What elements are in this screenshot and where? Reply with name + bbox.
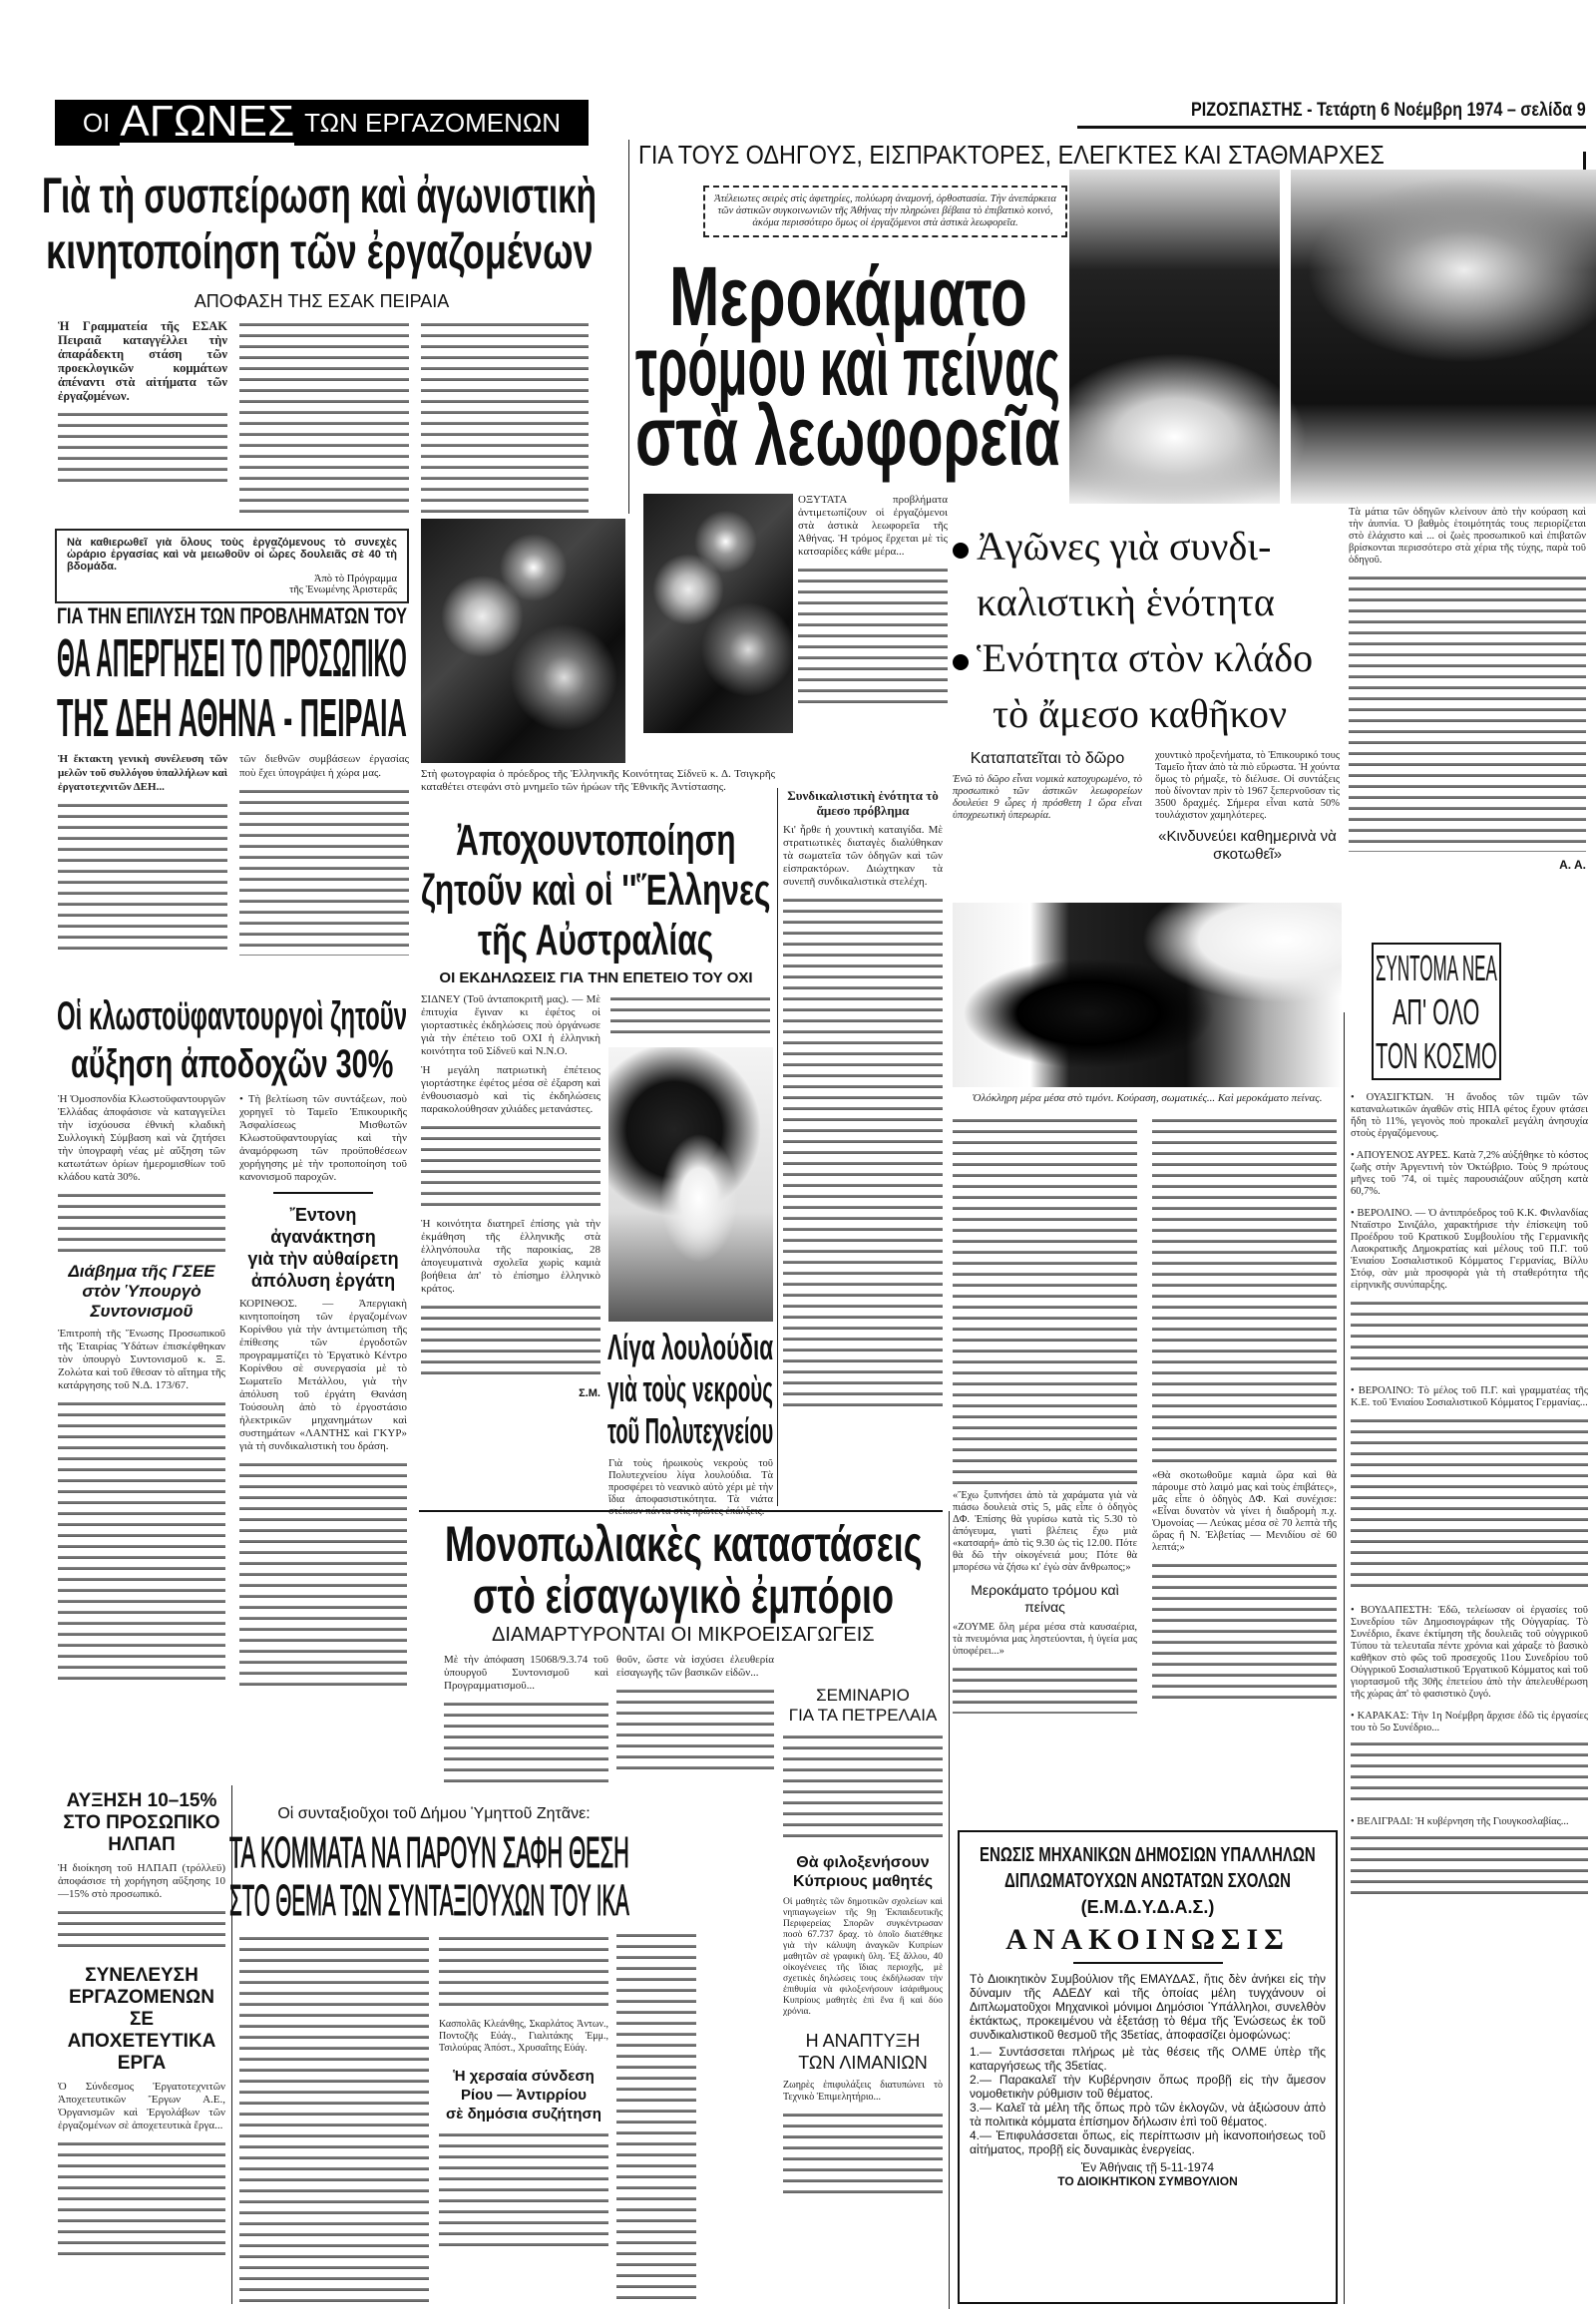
emdydas-point: 4.— Ἐπιφυλάσσεται ὅπως, εἰς περίπτωσιν μὴ ἱκανοποιήσεως τοῦ αἰτήματος, προβῇ εἰς δυναμικὰς ἐνεργείας. (970, 2128, 1326, 2156)
monopoly-body-text-3 (616, 1930, 696, 2299)
emdydas-title-2: ΔΙΠΛΩΜΑΤΟΥΧΩΝ ΑΝΩΤΑΤΩΝ ΣΧΟΛΩΝ (1003, 1870, 1291, 1892)
seminar-headline-line1: ΣΕΜΙΝΑΡΙΟ (816, 1686, 910, 1705)
dei-column-1 (58, 752, 227, 956)
driver-photo-caption: Ὁλόκληρη μέρα μέσα στὸ τιμόνι. Κούραση, σωματικές... Καὶ μεροκάματο πείνας. (972, 1092, 1323, 1104)
australia-body-2: Ἡ μεγάλη πατριωτικὴ ἐπέτειος γιορτάστηκε ἐφέτος μέσα σὲ ἐξαρση καὶ ἐνθουσιασμὸ καὶ τὶς ἐκδηλώσεις παρακολούθησαν χιλιάδες μετανάστες. (421, 1064, 600, 1115)
australia-headline-line3: τῆς Αὐστραλίας (478, 916, 714, 964)
program-quote-source-2: τῆς Ἑνωμένης Ἀριστερᾶς (289, 584, 397, 595)
australia-signature: Σ.Μ. (579, 1387, 600, 1399)
program-quote-source-1: Ἀπὸ τὸ Πρόγραμμα (313, 574, 397, 584)
seminar-headline-line2: ΓΙΑ ΤΑ ΠΕΤΡΕΛΑΙΑ (788, 1706, 938, 1725)
buses-col3-text (1152, 1115, 1337, 1464)
cyprus-headline-line1: Θὰ φιλοξενήσουν (796, 1854, 930, 1871)
buses-lower-body-text (953, 1115, 1137, 1484)
australia-body-1: ΣΙΔΝΕΥ (Τοῦ ἀνταποκριτῆ μας). — Μὲ ἐπιτυχία ἔγιναν κι ἐφέτος οἱ γιορταστικὲς ἐκδηλώσεις ποὺ ὀργάνωσε γιὰ τὴν ἐπέτειο τοῦ ΟΧΙ ἡ ἑλληνικὴ κοινότητα τοῦ Σίδνεϋ καὶ Ν.Ν.Ο. (421, 993, 600, 1057)
monopoly-headline (424, 1518, 943, 1622)
seminar-headline (783, 1686, 943, 1726)
emdydas-heading: ΑΝΑΚΟΙΝΩΣΙΣ (1005, 1923, 1290, 1956)
gsee-body-text (58, 1398, 225, 1688)
flowers-headline-line3: τοῦ Πολυτεχνείου (607, 1410, 774, 1451)
monopoly-column-1 (444, 1654, 608, 1794)
hlpap-body-text (58, 1907, 225, 1947)
bullet-heading-2b: τὸ ἄμεσο καθῆκον (993, 691, 1288, 736)
program-quote-source (67, 574, 397, 595)
divider (1073, 1962, 1223, 1964)
monopoly-column-2 (616, 1654, 774, 1781)
ports-headline-line2: ΤΩΝ ΛΙΜΑΝΙΩΝ (798, 2053, 928, 2073)
monopoly-headline-line2: στὸ εἰσαγωγικὸ ἐμπόριο (473, 1568, 895, 1624)
pensioners-headline (227, 1829, 631, 1925)
buses-bullets (953, 519, 1342, 742)
textile-column-1 (58, 1093, 225, 1694)
news-item-text (1351, 1738, 1588, 1808)
hlpap-headline: ΑΥΞΗΣΗ 10–15% ΣΤΟ ΠΡΟΣΩΠΙΚΟ ΗΛΠΑΠ (63, 1790, 220, 1855)
world-news-box (1372, 943, 1501, 1080)
sewage-body: Ὁ Σύνδεσμος Ἐργατοτεχνιτῶν Ἀποχετευτικῶν Ἔργων Α.Ε., Ὀργανισμῶν καὶ Ἐργολάβων τῶν ἐργαζομένων σὲ ἀποχετευτικὰ ἔργα... (58, 2081, 225, 2131)
korinthos-headline-line3: ἀπόλυση ἐργάτη (250, 1271, 396, 1291)
emdydas-point: 2.— Παρακαλεῖ τὴν Κυβέρνησιν ὅπως προβῇ εἰς τὴν ἄμεσον νομοθετικὴν ρύθμισιν τοῦ θέματος. (970, 2073, 1326, 2101)
news-item: • ΒΕΡΟΛΙΝΟ: Τὸ μέλος τοῦ Π.Γ. καὶ γραμματέας τῆς Κ.Ε. τοῦ Ἑνιαίου Σοσιαλιστικοῦ Κόμματος Γερμανίας... (1351, 1385, 1588, 1408)
wreath-photo (421, 519, 625, 763)
pensioners-headline-line2: ΣΤΟ ΘΕΜΑ ΤΩΝ ΣΥΝΤΑΞΙΟΥΧΩΝ ΤΟΥ ΙΚΑ (229, 1876, 629, 1925)
pensioners-body-col2 (439, 1933, 608, 2013)
world-news-box-line2: ΑΠ' ΟΛΟ (1393, 991, 1480, 1032)
bullet-heading-1a: Ἀγῶνες γιὰ συνδι- (977, 524, 1272, 569)
news-item-text (1351, 1298, 1588, 1377)
section-banner-pre: ΟΙ (82, 107, 111, 138)
driver-photo (643, 494, 793, 733)
flowers-body: Γιὰ τοὺς ἡρωικοὺς νεκροὺς τοῦ Πολυτεχνείου λίγα λουλούδια. Τὰ προσφέρει τὸ νεανικὸ αὐτὸ χέρι μὲ τὴν ἴδια ἀποφασιστικότητα. Τὰ νιάτα (608, 1458, 773, 1505)
sewage-body-text (58, 2138, 225, 2258)
buses-column-a (798, 494, 948, 710)
dei-headline-line1: ΘΑ ΑΠΕΡΓΗΣΕΙ ΤΟ ΠΡΟΣΩΠΙΚΟ (57, 628, 407, 688)
rio-body-text (439, 2129, 608, 2249)
flowers-headline-line2: γιὰ τοὺς νεκροὺς (607, 1368, 774, 1409)
buses-col3-text-b (1152, 1560, 1337, 1700)
bullet-heading-1 (953, 519, 1342, 575)
buses-headline-line1: Μεροκάματο (668, 249, 1027, 343)
monopoly-body-text-2 (616, 1686, 774, 1775)
australia-body-text-col2 (610, 993, 770, 1038)
korinthos-body: ΚΟΡΙΝΘΟΣ. — Ἀπεργιακὴ κινητοποίηση τῶν ἐργαζομένων Κορίνθου γιὰ τὴν ἀντιμετώπιση τῆς ἐπίθεσης τῶν ἐργοδοτῶν προγραμματίζει τὸ Ἐργατικὸ Κέντρο Κορίνθου σὲ συνεργασία μὲ τὸ Σωματεῖο Μετάλλου, γιὰ τὴν ἀπόλυση τοῦ ἐργάτη Θανάση Τούσουλη ἀπὸ τὸ ἐργοστάσιο ἠλεκτρικῶν μηχανημάτων καὶ συστημάτων «ΛΑΝΤΗΣ καὶ ΓΚΥΡ» γιὰ τὴ συνδικαλιστικὴ του δράση. (239, 1298, 407, 1452)
monopoly-body-text-1 (444, 1699, 608, 1788)
monopoly-body-1: Μὲ τὴν ἀπόφαση 15068/9.3.74 τοῦ ὑπουργοῦ Συντονισμοῦ καὶ Προγραμματισμοῦ... (444, 1654, 608, 1692)
flowers-headline (605, 1327, 775, 1452)
buses-section-title-text: ΓΙΑ ΤΟΥΣ ΟΔΗΓΟΥΣ, ΕΙΣΠΡΑΚΤΟΡΕΣ, ΕΛΕΓΚΤΕΣ ΚΑΙ ΣΤΑΘΜΑΡΧΕΣ (638, 140, 1385, 170)
sewage-headline: ΣΥΝΕΛΕΥΣΗ ΕΡΓΑΖΟΜΕΝΩΝ ΣΕ ΑΠΟΧΕΤΕΥΤΙΚΑ ΕΡΓΑ (67, 1965, 216, 2074)
textile-headline-line1: Οἱ κλωστοϋφαντουργοὶ ζητοῦν (57, 994, 408, 1038)
rio-headline (439, 2067, 608, 2123)
dei-column-2 (239, 752, 409, 962)
australia-column-1 (421, 993, 600, 1405)
esak-subtitle: ΑΠΟΦΑΣΗ ΤΗΣ ΕΣΑΚ ΠΕΙΡΑΙΑ (194, 291, 450, 311)
flowers-photo (608, 1047, 773, 1322)
buses-wage-body-text (953, 1664, 1137, 1714)
emdydas-intro: Τὸ Διοικητικὸν Συμβούλιον τῆς ΕΜΑΥΔΑΣ, ἥτις δὲν ἀνήκει εἰς τὴν δύναμιν τῆς ΑΔΕΔΥ καὶ τῆς ὁποίας μέλη τυγχάνουν οἱ Διπλωματοῦχοι Μηχανικοὶ μόνιμοι Δημόσιοι Ὑπάλληλοι, συνελθὸν ἐκτάκτως, προκειμένου νὰ ἐξετάσῃ τὸ θέμα τῆς Ἑνώσεως ἐκ τοῦ συνδικαλιστικοῦ θεσμοῦ τῆς 35ετίας, ἀποφασίζει ὁμοφώνως: (970, 1972, 1326, 2042)
esak-body: Ἡ Γραμματεία τῆς ΕΣΑΚ Πειραιᾶ καταγγέλλει τὴν ἀπαράδεκτη στάση τῶν προεκλογικῶν κομμάτων ἀπέναντι στὰ αἰτήματα τῶν ἐργαζομένων. (58, 319, 227, 403)
buses-right-body: Τὰ μάτια τῶν ὁδηγῶν κλείνουν ἀπὸ τὴν κούραση καὶ τὴν ἀυπνία. Ὁ βαθμὸς ἑτοιμότητάς τους περιορίζεται στὸ ἐλάχιστο καὶ ... οἱ ζωὲς προσωπικοῦ καὶ ἐπιβατῶν βρίσκονται περισσότερο στὰ χέρια τῆς τύχης, παρὰ τοῦ ὁδηγοῦ. (1349, 507, 1586, 566)
esak-body-text-col3 (421, 319, 589, 514)
buses-pension-body: χουντικὸ προξενήματα, τὸ Ἐπικουρικό τους Ταμεῖο ἦταν ἀπὸ τὰ πιὸ εὔρωστα. Ἡ χούντα ὅμως τὸ ρήμαξε, τὸ διέλυσε. Οἱ συντάξεις ποὺ δίνονταν πρὶν τὸ 1967 ξεπερνοῦσαν τὶς 3500 δραχμές. Σήμερα εἶναι κατὰ 50% τουλάχιστον χαμηλότερες. (1155, 750, 1340, 821)
buses-mid-body-text (783, 895, 943, 1413)
paper-dateline (1077, 100, 1586, 122)
australia-headline-line1: Ἀποχουντοποίηση (456, 816, 736, 865)
monopoly-body-2: θοῦν, ὥστε νὰ ἰσχύσει ἐλευθερία εἰσαγωγῆς τῶν βασικῶν εἰδῶν... (616, 1654, 774, 1679)
dei-body-col2: τῶν διεθνῶν συμβάσεων ἐργασίας ποὺ ἔχει ὑπογράψει ἡ χώρα μας. (239, 753, 409, 779)
column-rule (777, 788, 778, 1506)
emdydas-acronym: (Ε.Μ.Δ.Υ.Δ.Α.Σ.) (1080, 1897, 1215, 1917)
korinthos-headline-line1: Ἔντονη ἀγανάκτηση (270, 1205, 376, 1247)
program-quote-text: Νὰ καθιερωθεῖ γιὰ ὅλους τοὺς ἐργαζόμενους τὸ συνεχὲς ὡράριο ἐργασίας καὶ νὰ μειωθοῦν οἱ ὧρες δουλειᾶς σὲ 40 τὴ βδομάδα. (67, 537, 397, 573)
buses-headline-line2: τρόμου καὶ πείνας (635, 319, 1060, 413)
korinthos-headline-line2: γιὰ τὴν αὐθαίρετη (247, 1249, 399, 1269)
buses-sub-union: Συνδικαλιστικὴ ἑνότητα τὸ ἄμεσο πρόβλημα (787, 788, 939, 818)
hlpap-column (58, 1790, 225, 2264)
australia-headline-line2: ζητοῦν καὶ οἱ ''Ἕλληνες (421, 866, 771, 915)
ports-body-text (783, 2110, 943, 2199)
rio-headline-line1: Ἡ χερσαία σύνδεση (453, 2068, 595, 2085)
gsee-body: Ἐπιτροπὴ τῆς Ἕνωσης Προσωπικοῦ τῆς Ἑταιρίας Ὑδάτων ἐπισκέφθηκαν τὸν ὑπουργὸ Συντονισμοῦ κ. Ξ. Ζολώτα καὶ τοῦ ἔθεσαν τὸ αἴτημα τῆς κατάργησης τοῦ Ν.Δ. 173/67. (58, 1328, 225, 1391)
korinthos-body-text (239, 1459, 407, 1689)
flowers-headline-line1: Λίγα λουλούδια (607, 1327, 774, 1367)
buses-driver-body: «Ἔχω ξυπνήσει ἀπὸ τὰ χαράματα γιὰ νὰ πιάσω δουλειὰ στὶς 5, μᾶς εἶπε ὁ ὁδηγὸς ΔΦ. Ἐπίσης θὰ γυρίσω κατὰ τὶς 5.30 τὸ ἀπόγευμα, γιατὶ βλέπεις ἔχω μιὰ «κατσαρή» ἀπὸ τὶς 9.30 ὡς τὶς 12.00. Πότε θὰ δῶ τὴν οἰκογένειά μου; Πότε θὰ μπορέσω νὰ ζήσω κι' ἐγὼ σὰν ἄνθρωπος;» (953, 1490, 1137, 1573)
news-item-text (1351, 1415, 1588, 1595)
column-rule (1344, 1012, 1345, 2304)
divider (419, 1510, 943, 1512)
dei-body-col1: Ἡ ἔκτακτη γενικὴ συνέλευση τῶν μελῶν τοῦ συλλόγου ὑπαλλήλων καὶ ἐργατοτεχνιτῶν ΔΕΗ... (58, 753, 227, 793)
ports-body: Ζωηρὲς ἐπιφυλάξεις διατυπώνει τὸ Τεχνικὸ Ἐπιμελητήριο... (783, 2080, 943, 2103)
buses-gift-body: Ἐνῶ τὸ δῶρο εἶναι νομικὰ κατοχυρωμένο, τὸ προσωπικὸ τῶν ἀστικῶν λεωφορείων δουλεύει 9 ὧρες ἡ πρόσθετη 1 ὥρα εἶναι ὑποχρεωτικὴ ὑπερωρία. (953, 774, 1142, 821)
news-item-text (1351, 1832, 1588, 1902)
buses-right-column (1349, 507, 1586, 878)
textile-column-2 (239, 1093, 407, 1695)
news-item: • ΒΟΥΔΑΠΕΣΤΗ: Ἐδῶ, τελείωσαν οἱ ἐργασίες τοῦ Συνεδρίου τῶν Δημοσιογράφων τῆς Οὐγγαρίας. Τὸ Συνέδριο, ἔκανε ἐκτίμηση τῆς δουλειᾶς τοῦ οὐγγρικοῦ Τύπου τὰ τελευταῖα πέντε χρόνια καὶ χάραξε τὸ βασικὸ καθῆκον στὸ φῶς τοῦ προσεχοῦς 11ου Συνεδρίου τοῦ Οὐγγρικοῦ Σοσιαλιστικοῦ Ἐργατικοῦ Κόμματος καὶ τοῦ γιορτασμοῦ τῆς 30ῆς ἐπετείου ἀπὸ τὴν ἀπελευθέρωση τῆς χώρας ἀπ' τὸ φασιστικὸ ζυγό. (1351, 1605, 1588, 1700)
buses-sub-wage: Μεροκάματο τρόμου καὶ πείνας (971, 1582, 1119, 1615)
textile-headline (55, 992, 409, 1088)
australia-body-text-col1c (421, 1302, 600, 1381)
buses-driver-body-2: «Θὰ σκοτωθοῦμε καμιὰ ὥρα καὶ θὰ πάρουμε στὸ λαιμό μας καὶ τοὺς ἐπιβάτες», μᾶς εἶπε ὁ ὁδηγὸς ΔΦ. Καὶ συνέχισε: «Εἶναι δυνατὸν νὰ γίνει ἡ διαδρομὴ π.χ. Ὁμονοίας — Λεύκας μέσα σὲ 70 λεπτὰ τῆς ὥρας ἢ Ν. Ἐλβετίας — Μενιδίου σὲ 60 λεπτά;» (1152, 1470, 1337, 1553)
rio-headline-line3: σὲ δημόσια συζήτηση (446, 2106, 601, 2122)
korinthos-headline (239, 1204, 407, 1292)
pensioners-column-2 (439, 1933, 608, 2255)
section-banner-main: ΑΓΩΝΕΣ (120, 96, 295, 146)
bullet-heading-1b: καλιστικὴ ἑνότητα (977, 579, 1275, 624)
pensioners-kicker: Οἱ συνταξιοῦχοι τοῦ Δήμου Ὑμηττοῦ Ζητᾶνε: (277, 1805, 591, 1822)
driver-at-wheel-photo (953, 903, 1342, 1087)
dei-headline-line2: ΤΗΣ ΔΕΗ ΑΘΗΝΑ - ΠΕΙΡΑΙΑ (57, 688, 407, 748)
pensioners-headline-line1: ΤΑ ΚΟΜΜΑΤΑ ΝΑ ΠΑΡΟΥΝ ΣΑΦΗ ΘΕΣΗ (229, 1828, 629, 1877)
buses-initials: Α. Α. (1559, 858, 1586, 872)
buses-mid-body: Κι' ἦρθε ἡ χουντικὴ καταιγίδα. Μὲ στρατιωτικὲς διαταγὲς διαλύθηκαν τὰ σωματεῖα τῶν ὁδηγῶν καὶ τῶν εἰσπρακτόρων. Διώχτηκαν τὰ συνεπῆ συνδικαλιστικὰ στελέχη. (783, 824, 943, 888)
australia-body-3: Ἡ κοινότητα διατηρεῖ ἐπίσης γιὰ τὴν ἐκμάθηση τῆς ἑλληνικῆς στὰ ἑλληνόπουλα τῆς παροικίας, 28 ἀπογευματινὰ σχολεῖα χωρὶς καμιὰ βοήθεια ἀπ' τὸ ἐπίσημο ἑλληνικὸ κράτος. (421, 1218, 600, 1295)
esak-body-text-col2 (239, 319, 409, 519)
buses-body-1: ΟΞΥΤΑΤΑ προβλήματα ἀντιμετωπίζουν οἱ ἐργαζόμενοι στὰ ἀστικὰ λεωφορεῖα τῆς Ἀθήνας. Ἡ τρόμος ἔρχεται μὲ τὶς κατσαρίδες κάθε μέρα... (798, 494, 948, 558)
section-banner (55, 96, 589, 146)
buses-body-text (798, 565, 948, 704)
dei-headline (55, 628, 409, 748)
buses-gift-column (953, 750, 1142, 828)
esak-headline-line1: Γιὰ τὴ συσπείρωση καὶ ἀγωνιστικὴ (42, 168, 597, 223)
rio-names: Κασπολᾶς Κλεάνθης, Σκαρλάτος Ἀντων., Ποντοζῆς Εὐάγ., Γιαλιτάκης Ἐμμ., Τσιλούρας Ἀπόστ., Χρυσαΐτης Εὐάγ. (439, 2019, 608, 2054)
esak-body-text (58, 409, 227, 489)
emdydas-announcement (958, 1830, 1338, 2304)
bus-depot-photo (1069, 170, 1596, 504)
textile-body-text (58, 1190, 225, 1256)
wreath-photo-caption: Στὴ φωτογραφία ὁ πρόεδρος τῆς Ἑλληνικῆς Κοινότητας Σίδνεϋ κ. Δ. Τσιγκρῆς καταθέτει στεφάνι στὸ μνημεῖο τῶν ἡρώων τῆς Ἐθνικῆς Ἀντίστασης. (421, 768, 775, 793)
esak-headline-line2: κινητοποίηση τῶν ἐργαζομένων (45, 223, 594, 279)
buses-right-body-text (1349, 573, 1586, 852)
buses-pension-column (1155, 750, 1340, 870)
news-item: • ΒΕΛΙΓΡΑΔΙ: Ἡ κυβέρνηση τῆς Γιουγκοσλαβίας... (1351, 1816, 1569, 1827)
australia-subtitle: ΟΙ ΕΚΔΗΛΩΣΕΙΣ ΓΙΑ ΤΗΝ ΕΠΕΤΕΙΟ ΤΟΥ ΟΧΙ (439, 969, 753, 986)
paper-dateline-text: ΡΙΖΟΣΠΑΣΤΗΣ - Τετάρτη 6 Νοέμβρη 1974 – σελίδα 9 (1190, 100, 1586, 121)
hlpap-body: Ἡ διοίκηση τοῦ ΗΛΠΑΠ (τρόλλεϋ) ἀποφάσισε τὴ χορήγηση αὔξησης 10—15% στὸ προσωπικό. (58, 1862, 225, 1900)
gsee-headline: Διάβημα τῆς ΓΣΕΕ στὸν Ὑπουργὸ Συντονισμοῦ (68, 1262, 215, 1321)
world-news-box-line3: ΤΟΝ ΚΟΣΜΟ (1376, 1035, 1497, 1076)
rio-headline-line2: Ρίου — Ἀντιρρίου (460, 2087, 588, 2104)
cyprus-headline (783, 1853, 943, 1891)
cyprus-body: Οἱ μαθητὲς τῶν δημοτικῶν σχολείων καὶ νηπιαγωγείων τῆς 9ῃ Ἐκπαιδευτικῆς Περιφερείας Σπορῶν συγκέντρωσαν ποσὸ 67.737 δραχ. τὸ ὁποῖο διατέθηκε γιὰ τὴν κάλυψη ἀναγκῶν Κυπρίων μαθητῶν σὲ γραφικὴ ὕλη. Ἐξ ἄλλου, 40 οἰκογένειες τῆς ἴδιας περιοχῆς, μὲ σχετικὲς δηλώσεις τους ἐκδήλωσαν τὴν ἐπιθυμία νὰ φιλοξενήσουν ἰσάριθμους Κυπρίους μαθητὲς ἐπὶ ἕνα ἢ καὶ δύο χρόνια. (783, 1897, 943, 2017)
buses-lower-column-1 (953, 1115, 1137, 1720)
emdydas-point: 1.— Συντάσσεται πλήρως μὲ τὰς θέσεις τῆς ΟΛΜΕ ὑπὲρ τῆς καταργήσεως τῆς 35ετίας. (970, 2045, 1326, 2073)
australia-headline (419, 816, 773, 965)
buses-intro-box: Ἀτέλειωτες σειρὲς στὶς ἀφετηρίες, πολύωρη ἀναμονή, ὀρθοστασία. Τὴν ἀνεπάρκεια τῶν ἀστικῶν συγκοινωνιῶν τῆς Ἀθήνας τὴν πληρώνει βέβαια τὸ ἐπιβατικὸ κοινό, ἀκόμα περισσότερο ὅμως οἱ ἐργαζόμενοι στὰ ἀστικὰ λεωφορεῖα. (703, 186, 1067, 237)
dei-kicker-text: ΓΙΑ ΤΗΝ ΕΠΙΛΥΣΗ ΤΩΝ ΠΡΟΒΛΗΜΑΤΩΝ ΤΟΥ (57, 603, 407, 628)
dateline-rule (1077, 126, 1586, 129)
world-news-list (1351, 1092, 1588, 1902)
world-news-box-line1: ΣΥΝΤΟΜΑ ΝΕΑ (1376, 948, 1497, 988)
pensioners-body-col1 (239, 1933, 429, 2302)
buses-headline (633, 249, 1062, 483)
cyprus-headline-line2: Κύπριους μαθητές (792, 1873, 934, 1890)
emdydas-title-1: ΕΝΩΣΙΣ ΜΗΧΑΝΙΚΩΝ ΔΗΜΟΣΙΩΝ ΥΠΑΛΛΗΛΩΝ (980, 1844, 1316, 1866)
buses-wage-body: «ΖΟΥΜΕ ὅλη μέρα μέσα στὰ καυσαέρια, τὰ πνευμόνια μας ληστεύονται, ἡ ὑγεία μας ὑποφέρει...» (953, 1622, 1137, 1657)
bullet-dot-icon (953, 543, 969, 559)
monopoly-subtitle-text: ΔΙΑΜΑΡΤΥΡΟΝΤΑΙ ΟΙ ΜΙΚΡΟΕΙΣΑΓΩΓΕΙΣ (492, 1624, 875, 1646)
buses-section-title (638, 140, 1576, 171)
monopoly-subtitle (429, 1624, 938, 1647)
buses-sub-danger: «Κινδυνεύει καθημερινὰ νὰ σκοτωθεῖ» (1158, 828, 1337, 863)
ports-headline-line1: Η ΑΝΑΠΤΥΞΗ (805, 2031, 921, 2051)
emdydas-signature: ΤΟ ΔΙΟΙΚΗΤΙΚΟΝ ΣΥΜΒΟΥΛΙΟΝ (1057, 2174, 1238, 2188)
buses-headline-line3: στὰ λεωφορεῖα (635, 389, 1060, 483)
bullet-dot-icon (953, 654, 969, 670)
seminar-cyprus-ports-column (783, 1686, 943, 2205)
dei-body-text-col1 (58, 800, 227, 950)
buses-lower-column-2 (1152, 1115, 1337, 1706)
textile-headline-line2: αὔξηση ἀποδοχῶν 30% (70, 1042, 394, 1086)
seminar-body-text (783, 1732, 943, 1841)
news-item: • ΟΥΑΣΙΓΚΤΩΝ. Ἡ ἄνοδος τῶν τιμῶν τῶν καταναλωτικῶν ἀγαθῶν στὶς ΗΠΑ φέτος ἔχουν φτάσει ἤδη τὸ 11%, γεγονὸς ποὺ προκαλεῖ μεγάλη ἀνησυχία στοὺς ἐργαζόμενους. (1351, 1092, 1588, 1139)
bullet-heading-2a: Ἑνότητα στὸν κλάδο (977, 635, 1314, 680)
column-rule (628, 140, 629, 514)
dei-body-text-col2 (239, 786, 409, 956)
emdydas-date: Ἐν Ἀθήναις τῇ 5-11-1974 (1080, 2160, 1215, 2174)
section-banner-post: ΤΩΝ ΕΡΓΑΖΟΜΕΝΩΝ (304, 107, 562, 138)
buses-sub-gift: Καταπατεῖται τὸ δῶρο (970, 750, 1125, 767)
news-item: • ΚΑΡΑΚΑΣ: Τὴν 1η Νοέμβρη ἄρχισε ἐδῶ τὶς ἐργασίες του τὸ 5ο Συνέδριο... (1351, 1711, 1588, 1734)
news-item: • ΑΠΟΥΕΝΟΣ ΑΥΡΕΣ. Κατὰ 7,2% αὐξήθηκε τὸ κόστος ζωῆς στὴν Ἀργεντινὴ τὸν Ὀκτώβριο. Τοὺς 9 πρώτους μῆνες τοῦ '74, οἱ τιμὲς παρουσιάζουν αὔξηση κατὰ 60,7%. (1351, 1150, 1588, 1197)
esak-column-1 (58, 319, 227, 495)
monopoly-headline-line1: Μονοπωλιακὲς καταστάσεις (444, 1516, 923, 1572)
australia-body-text-col1 (421, 1122, 600, 1212)
buses-column-mid (783, 788, 943, 1419)
column-rule (949, 1511, 950, 2309)
bullet-heading-2 (953, 630, 1342, 686)
ports-headline (783, 2030, 943, 2074)
program-quote-box (55, 529, 409, 603)
esak-headline (40, 168, 598, 279)
divider (273, 1192, 373, 1194)
textile-body-1: Ἡ Ὁμοσπονδία Κλωστοϋφαντουργῶν Ἑλλάδας ἀποφάσισε νὰ καταγγείλει τὴν ἰσχύουσα ἐθνικὴ κλαδικὴ Συλλογικὴ Σύμβαση καὶ νὰ ζητήσει τὴν ὑπογραφὴ νέας μὲ αὔξηση τῶν κατωτάτων ὁρίων ἡμερομισθίων τοῦ κλάδου κατὰ 30%. (58, 1093, 225, 1183)
textile-body-2: • Τὴ βελτίωση τῶν συντάξεων, ποὺ χορηγεῖ τὸ Ταμεῖο Ἐπικουρικῆς Ἀσφαλίσεως Μισθωτῶν Κλωστοϋφαντουργίας καὶ τὴν ἀναμόρφωση τῶν προϋποθέσεων χορήγησης μὲ τὴν τροποποίηση τοῦ κανονισμοῦ παροχῶν. (239, 1093, 407, 1183)
emdydas-point: 3.— Καλεῖ τὰ μέλη τῆς ὅπως πρὸ τῶν ἐκλογῶν, νὰ ἀξιώσουν ἀπὸ τὰ πολιτικὰ κόμματα ἐπίσημον δήλωσιν ἐπὶ τοῦ θέματος. (970, 2101, 1326, 2128)
dei-kicker (55, 603, 409, 629)
news-item: • ΒΕΡΟΛΙΝΟ. — Ὁ ἀντιπρόεδρος τοῦ Κ.Κ. Φινλανδίας Νταϊστρο Σινιζάλο, χαρακτήρισε τὴν ἐπίσκεψη τοῦ Προέδρου τοῦ Κρατικοῦ Συμβουλίου τῆς Γερμανικῆς Λαοκρατικῆς Δημοκρατίας καὶ μέλους τοῦ Π.Γ. τοῦ Ἑνιαίου Σοσιαλιστικοῦ Κόμματος Γερμανίας, Βίλλυ Στόφ, σὰν μιὰ προσφορὰ γιὰ τὴ σταθερότητα τῆς εἰρηνικῆς συνύπαρξης. (1351, 1208, 1588, 1291)
